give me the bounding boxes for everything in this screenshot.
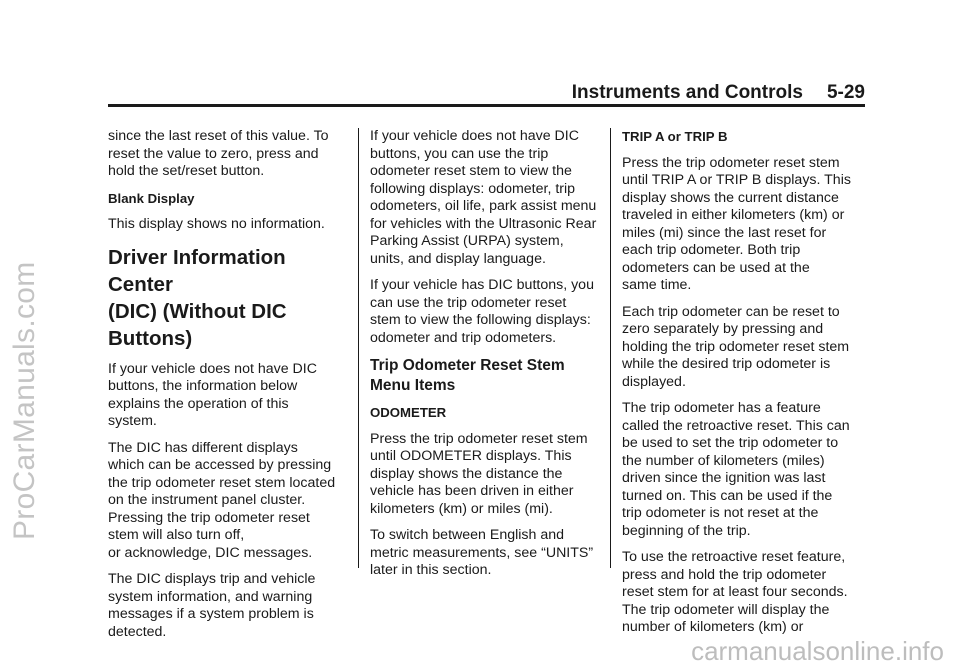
paragraph: To switch between English and metric measurements, see “UNITS” later in this section. xyxy=(370,527,594,578)
paragraph: Each trip odometer can be reset to zero separately by pressing and holding the trip odometer reset stem while the desired trip odometer is displayed. xyxy=(622,303,850,390)
column-divider xyxy=(358,128,359,568)
column-divider xyxy=(610,128,611,568)
page-number: 5-29 xyxy=(826,82,865,103)
paragraph: since the last reset of this value. To reset the value to zero, press and hold the set/reset button. xyxy=(108,128,329,179)
paragraph: If your vehicle has DIC buttons, you can use the trip odometer reset stem to view the following displays: odometer and trip odometers. xyxy=(370,277,594,346)
paragraph: If your vehicle does not have DIC buttons, you can use the trip odometer reset stem to view the following displays: odometer, trip odometers, oil life, park assist menu for vehicles with the Ultrasonic Rear Parking Assist (URPA) system, units, and display language. xyxy=(370,128,597,267)
side-watermark: ProCarManuals.com xyxy=(8,261,41,540)
subheading-blank-display: Blank Display xyxy=(108,190,195,206)
column-1 xyxy=(108,128,348,650)
subheading-trip: TRIP A or TRIP B xyxy=(622,129,728,144)
paragraph: The trip odometer has a feature called the retroactive reset. This can be used to set the trip odometer to the number of kilometers (miles) driven since the ignition was last turned on. This can be used if the trip odometer is not reset at the beginning of the trip. xyxy=(622,400,850,539)
column-3 xyxy=(622,128,862,646)
page-header xyxy=(108,82,865,104)
paragraph: The DIC displays trip and vehicle system information, and warning messages if a system problem is detected. xyxy=(108,571,316,640)
paragraph: If your vehicle does not have DIC buttons, the information below explains the operation of this system. xyxy=(108,360,317,429)
section-heading-dic: Driver Information Center (DIC) (Without DIC Buttons) xyxy=(108,245,287,350)
column-2 xyxy=(370,128,610,589)
paragraph: Press the trip odometer reset stem until ODOMETER displays. This display shows the distance the vehicle has been driven in either kilometers (km) or miles (mi). xyxy=(370,430,588,517)
section-heading-menu-items: Trip Odometer Reset Stem Menu Items xyxy=(370,357,565,394)
paragraph: Press the trip odometer reset stem until TRIP A or TRIP B displays. This display shows the current distance traveled in either kilometers (km) or miles (mi) since the last reset for each trip odometer. Both trip odometers can be used at the same time. xyxy=(622,154,851,293)
header-rule xyxy=(108,104,865,107)
subheading-odometer: ODOMETER xyxy=(370,405,447,420)
paragraph: The DIC has different displays which can be accessed by pressing the trip odometer reset stem located on the instrument panel cluster. Pressing the trip odometer reset stem will also turn off, or acknowledge, DIC messages. xyxy=(108,439,336,561)
paragraph: To use the retroactive reset feature, press and hold the trip odometer reset stem for at least four seconds. The trip odometer will display the number of kilometers (km) or xyxy=(622,549,848,635)
bottom-watermark: carmanualsonline.info xyxy=(691,636,944,666)
section-title: Instruments and Controls xyxy=(571,82,803,103)
paragraph: This display shows no information. xyxy=(108,216,325,232)
